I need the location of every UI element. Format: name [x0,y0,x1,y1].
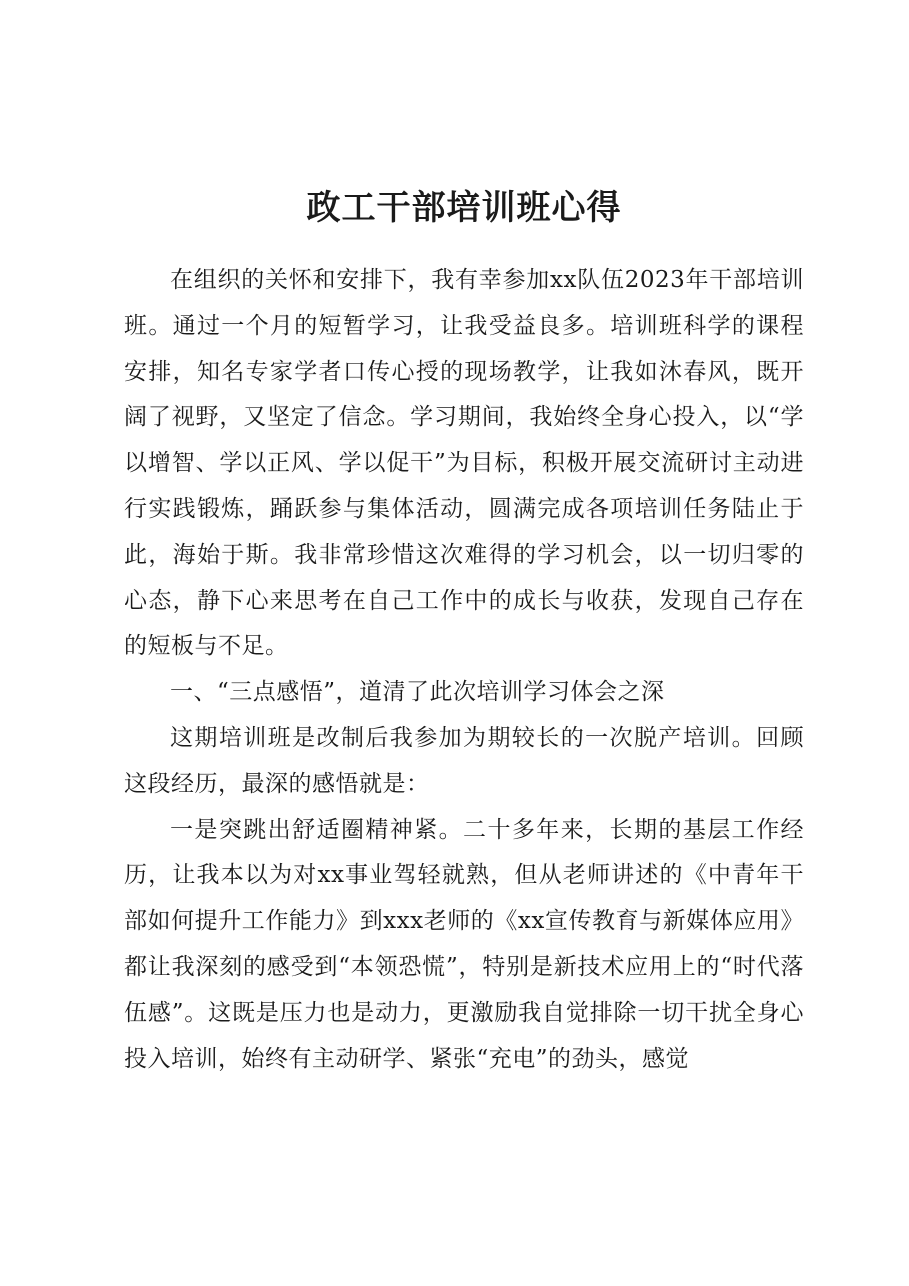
document-body [124,258,804,1082]
paragraph-point-one: 一是突跳出舒适圈精神紧。二十多年来，长期的基层工作经历，让我本以为对xx事业驾轻就熟，但从老师讲述的《中青年干部如何提升工作能力》到xxx老师的《xx宣传教育与新媒体应用》都让我深刻的感受到“本领恐慌”，特别是新技术应用上的“时代落伍感”。这既是压力也是动力，更激励我自觉排除一切干扰全身心投入培训，始终有主动研学、紧张“充电”的劲头，感觉 [124,816,804,1072]
paragraph-section-intro: 这期培训班是改制后我参加为期较长的一次脱产培训。回顾这段经历，最深的感悟就是： [124,724,804,797]
document-title: 政工干部培训班心得 [306,188,622,228]
paragraph-section-heading: 一、“三点感悟”，道清了此次培训学习体会之深 [170,679,665,706]
paragraph-intro: 在组织的关怀和安排下，我有幸参加xx队伍2023年干部培训班。通过一个月的短暂学习，让我受益良多。培训班科学的课程安排，知名专家学者口传心授的现场教学，让我如沐春风，既开阔了视野，又坚定了信念。学习期间，我始终全身心投入，以“学以增智、学以正风、学以促干”为目标，积极开展交流研讨主动进行实践锻炼，踊跃参与集体活动，圆满完成各项培训任务陆止于此，海始于斯。我非常珍惜这次难得的学习机会，以一切归零的心态，静下心来思考在自己工作中的成长与收获，发现自己存在的短板与不足。 [124,267,804,660]
